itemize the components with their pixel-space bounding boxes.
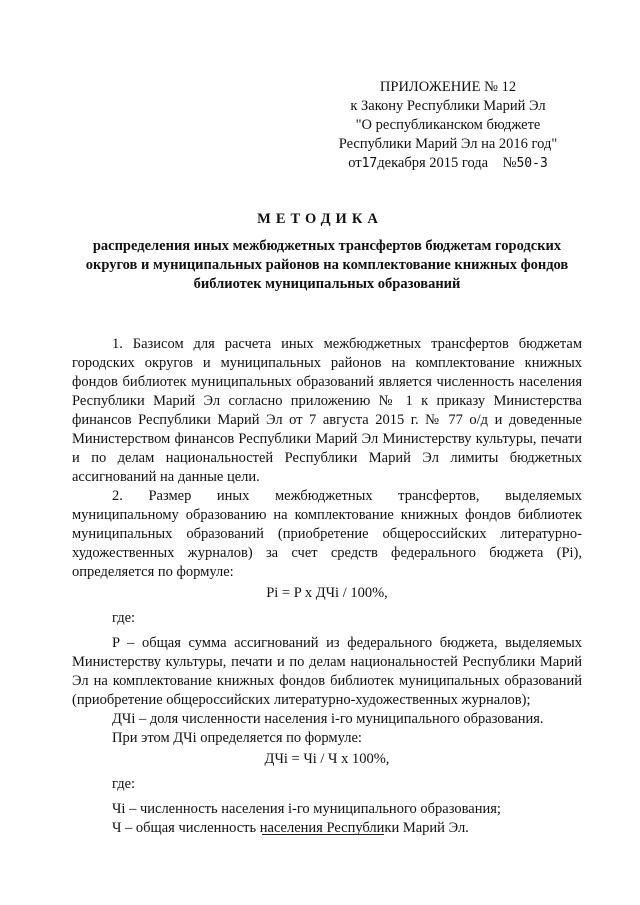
dchi-intro: При этом ДЧi определяется по формуле:	[112, 730, 362, 746]
end-separator-line	[262, 834, 384, 835]
definition-chi: Чi – численность населения i-го муниципального образования;	[112, 801, 501, 817]
where-label-2: где:	[112, 776, 136, 792]
appendix-law-title-1: "О республиканском бюджете	[355, 117, 541, 133]
number-prefix: №	[502, 155, 517, 171]
document-subtitle: распределения иных межбюджетных трансфертов бюджетам городских округов и муниципальных районов на комплектование книжных фондов библиотек муниципальных образований	[85, 238, 569, 292]
document-title: МЕТОДИКА	[257, 211, 383, 227]
appendix-date-line	[318, 154, 578, 173]
where-label-1: где:	[112, 610, 136, 626]
date-day: 17	[361, 156, 378, 171]
formula-dchi: ДЧi = Чi / Ч х 100%,	[264, 751, 390, 767]
definition-dchi: ДЧi – доля численности населения i-го муниципального образования.	[112, 711, 544, 727]
formula-pi: Pi = P х ДЧi / 100%,	[266, 585, 388, 601]
definition-p: P – общая сумма ассигнований из федерального бюджета, выделяемых Министерству культуры, печати и по делам национальностей Республики Марий Эл на комплектование книжных фондов библиотек муниципальных образований (приобретение общероссийских литературно-художественных журналов);	[72, 635, 582, 708]
appendix-law-ref: к Закону Республики Марий Эл	[350, 98, 546, 114]
law-number: 50-З	[516, 156, 548, 171]
date-prefix: от	[348, 155, 362, 171]
definition-ch: Ч – общая численность населения Республики Марий Эл.	[112, 820, 469, 836]
appendix-law-title-2: Республики Марий Эл на 2016 год"	[338, 136, 558, 152]
date-rest: декабря 2015 года	[377, 155, 489, 171]
appendix-number: ПРИЛОЖЕНИЕ № 12	[379, 79, 517, 95]
paragraph-1: 1. Базисом для расчета иных межбюджетных трансфертов бюджетам городских округов и муниципальных районов на комплектование книжных фондов библиотек муниципальных образований является численность населения Республики Марий Эл согласно приложению № 1 к приказу Министерства финансов Республики Марий Эл от 7 августа 2015 г. № 77 о/д и доведенные Министерством финансов Республики Марий Эл Министерству культуры, печати и по делам национальностей Республики Марий Эл лимиты бюджетных ассигнований на данные цели.	[72, 336, 582, 485]
appendix-header	[318, 78, 578, 173]
document-body	[72, 335, 582, 838]
paragraph-2: 2. Размер иных межбюджетных трансфертов, выделяемых муниципальному образованию на комплектование книжных фондов библиотек муниципальных образований (приобретение общероссийских литературно-художественных журналов) за счет средств федерального бюджета (Pi), определяется по формуле:	[72, 488, 582, 580]
